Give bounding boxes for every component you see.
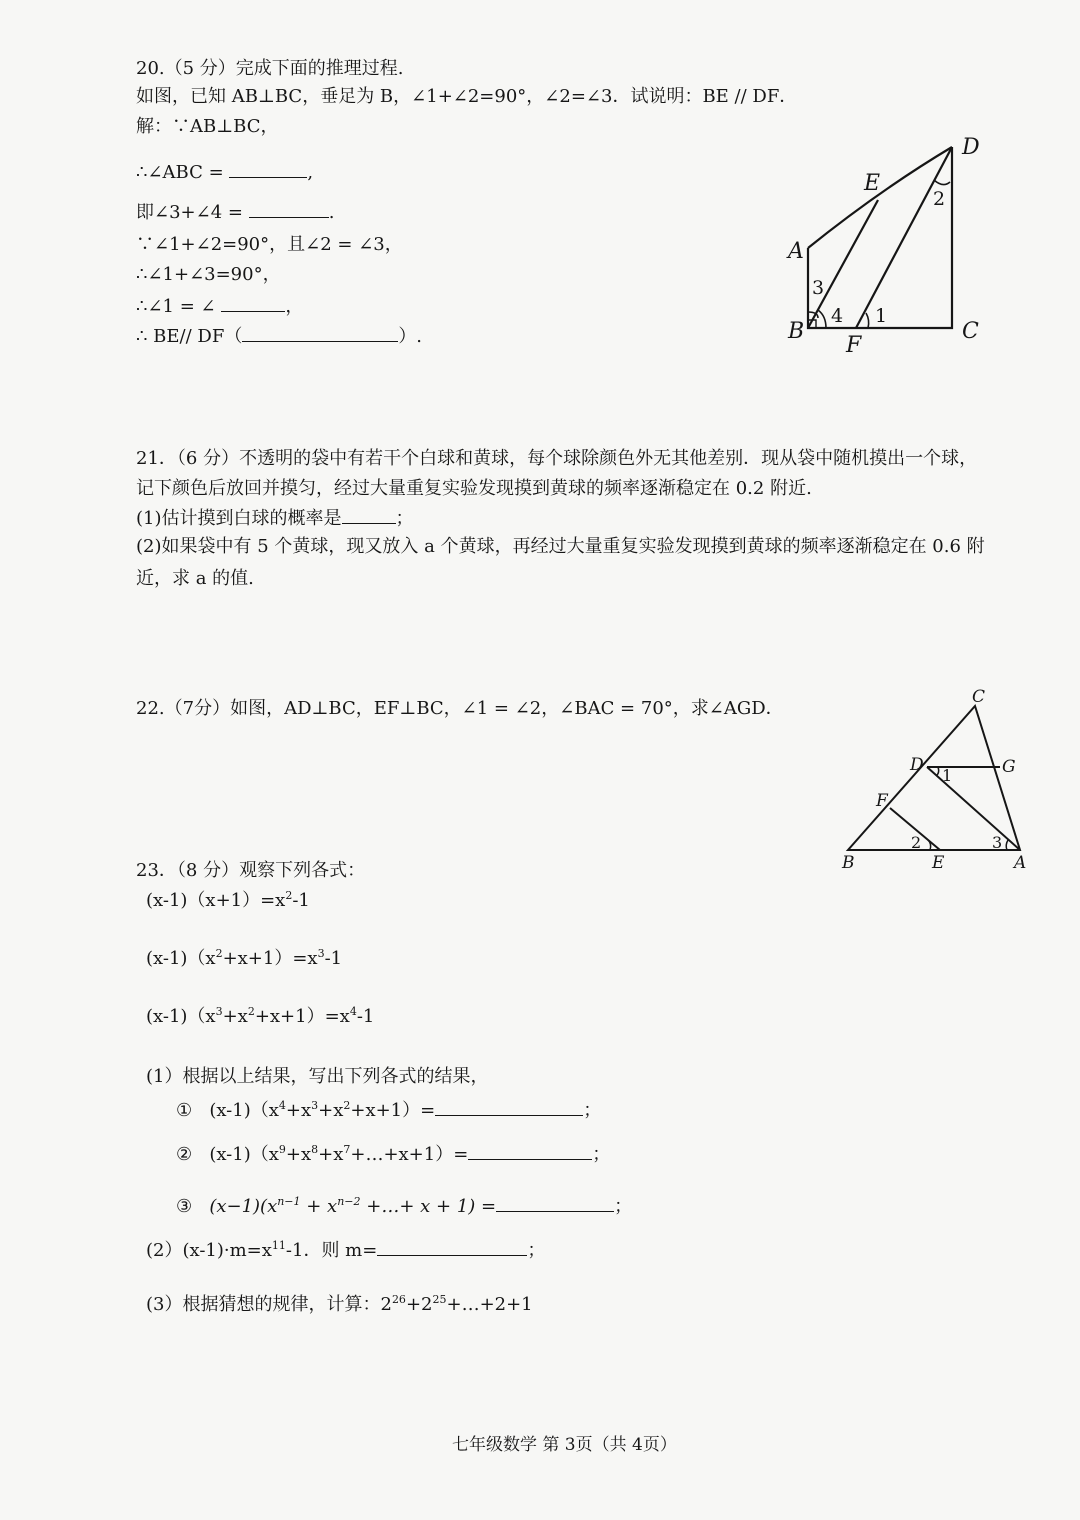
q22-triangle-ABC	[848, 706, 1020, 850]
q22-label-1: 1	[942, 766, 953, 785]
q20-step-1-text: ∴∠ABC =	[136, 162, 224, 183]
q20-label-C: C	[962, 319, 979, 344]
q20-label-2: 2	[933, 188, 946, 210]
answer-blank[interactable]	[377, 1239, 527, 1256]
q23-part-2: $(2)(x-1)\cdot m=x^{11}-1$．则 m= ；	[146, 1239, 546, 1261]
answer-blank[interactable]	[468, 1143, 592, 1160]
circled-number: ②	[176, 1144, 193, 1165]
q20-step-6-text: ∴ BE// DF（	[136, 326, 243, 347]
q20-step-2-text: 即∠3+∠4 =	[136, 202, 243, 223]
circled-number: ①	[176, 1100, 193, 1121]
q20-step-5-text: ∴∠1 = ∠	[136, 296, 216, 317]
q23-part-3: (3）根据猜想的规律，计算：$2^{26}+2^{25}+\dots+2+1$	[146, 1293, 533, 1315]
q22-label-G: G	[1002, 757, 1016, 777]
q20-label-E: E	[864, 171, 881, 196]
q22-label-E: E	[932, 853, 945, 873]
q23-example-3: $(x-1)(x^3+x^2+x+1)=x^4-1$	[146, 1005, 375, 1027]
q21-part-1-text: (1)估计摸到白球的概率是	[136, 508, 342, 529]
q20-label-3: 3	[812, 277, 825, 299]
circled-number: ③	[176, 1196, 193, 1217]
q20-step-5: ∴∠1 = ∠ ，	[136, 296, 304, 317]
q22-label-2: 2	[911, 833, 922, 852]
q22-label-A: A	[1014, 853, 1027, 873]
q23-example-2: $(x-1)(x^2+x+1)=x^3-1$	[146, 947, 343, 969]
answer-blank[interactable]	[435, 1099, 583, 1116]
q20-label-A: A	[788, 239, 804, 264]
page-footer: 七年级数学 第 3页（共 4页）	[452, 1435, 677, 1455]
q20-solution-start: 解：∵AB⊥BC，	[136, 116, 279, 137]
q21-line-1: 21．（6 分）不透明的袋中有若干个白球和黄球，每个球除颜色外无其他差别．现从袋中随机摸出一个球，	[136, 448, 978, 469]
q20-label-F: F	[846, 333, 862, 358]
q20-step-2: 即∠3+∠4 = .	[136, 202, 335, 223]
q20-step-4: ∴∠1+∠3=90°，	[136, 264, 281, 285]
q21-part-2-line-1: (2)如果袋中有 5 个黄球，现又放入 a 个黄球，再经过大量重复实验发现摸到黄球的频率逐渐稳定在 0.6 附	[136, 536, 985, 557]
q23-part-1-item-1: ① $(x-1)(x^4+x^3+x^2+x+1)=$ ；	[176, 1099, 602, 1121]
q22-angle-1-arc	[936, 767, 939, 776]
q21-part-1-end: ；	[395, 508, 414, 529]
q20-step-1: ∴∠ABC = ,	[136, 162, 314, 183]
q22-label-B: B	[842, 853, 855, 873]
q23-part-1-item-3: ③ $(x-1)(x^{n-1} + x^{n-2}$ +…+ x + 1) = ；	[176, 1195, 633, 1217]
q22-label-C: C	[972, 687, 986, 707]
q21-part-2-line-2: 近，求 a 的值.	[136, 568, 254, 589]
q20-step-6-end: ）.	[398, 326, 423, 347]
q22-label-F: F	[876, 791, 888, 811]
q22-text: 22.（7分）如图，AD⊥BC，EF⊥BC，∠1 = ∠2，∠BAC = 70°，求∠AGD．	[136, 698, 784, 719]
answer-blank[interactable]	[496, 1195, 614, 1212]
q20-label-D: D	[962, 135, 980, 160]
q20-given: 如图，已知 AB⊥BC，垂足为 B，∠1+∠2=90°，∠2=∠3．试说明：BE // DF．	[136, 86, 798, 107]
q20-title: 20.（5 分）完成下面的推理过程.	[136, 58, 404, 79]
q22-label-D: D	[910, 755, 924, 775]
q23-example-1: $(x-1)(x+1)=x^2-1$	[146, 889, 310, 911]
q23-part-1: (1）根据以上结果，写出下列各式的结果，	[146, 1066, 489, 1087]
q22-label-3: 3	[992, 833, 1003, 852]
q20-label-1: 1	[875, 305, 888, 327]
q20-label-B: B	[788, 319, 805, 344]
q22-angle-3-arc	[1006, 840, 1008, 850]
q23-title: 23．（8 分）观察下列各式：	[136, 860, 366, 881]
q20-label-4: 4	[831, 305, 844, 327]
q21-line-2: 记下颜色后放回并摸匀，经过大量重复实验发现摸到黄球的频率逐渐稳定在 0.2 附近.	[136, 478, 812, 499]
q23-part-1-item-2: ② $(x-1)(x^9+x^8+x^7+\dots+x+1)=$ ；	[176, 1143, 611, 1165]
q20-step-3: ∵∠1+∠2=90°，且∠2 = ∠3，	[136, 234, 403, 255]
